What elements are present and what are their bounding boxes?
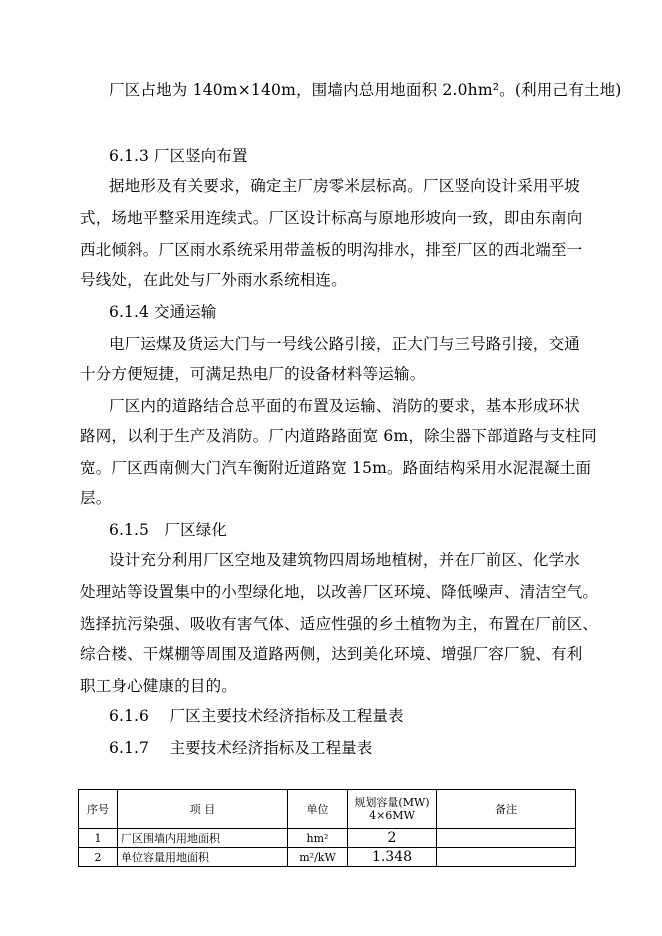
roads-line-3: 宽。厂区西南侧大门汽车衡附近道路宽 15m。路面结构采用水泥混凝土面 — [80, 459, 592, 477]
table-header-row — [79, 790, 576, 829]
row-note — [437, 829, 576, 848]
gates-line-2: 十分方便短捷，可满足热电厂的设备材料等运输。 — [80, 365, 426, 383]
roads-line-4: 层。 — [80, 489, 112, 507]
row-no: 2 — [79, 848, 118, 867]
land-use-text: 厂区占地为 140m×140m，围墙内总用地面积 2.0hm²。(利用己有土地) — [109, 81, 622, 99]
row-no: 1 — [79, 829, 118, 848]
heading-6-1-5: 6.1.5 厂区绿化 — [109, 521, 227, 539]
vertical-layout-line-2: 式，场地平整采用连续式。厂区设计标高与原地形坡向一致，即由东南向 — [80, 209, 583, 227]
vertical-layout-line-1: 据地形及有关要求，确定主厂房零米层标高。厂区竖向设计采用平坡 — [109, 177, 581, 195]
indicator-table — [78, 789, 576, 867]
row-item: 单位容量用地面积 — [118, 848, 288, 867]
table-row — [79, 829, 576, 848]
row-note — [437, 848, 576, 867]
header-no: 序号 — [79, 790, 118, 829]
header-unit: 单位 — [288, 790, 348, 829]
row-item: 厂区围墙内用地面积 — [118, 829, 288, 848]
gates-line-1: 电厂运煤及货运大门与一号线公路引接，正大门与三号路引接，交通 — [109, 335, 581, 353]
greening-line-2: 处理站等设置集中的小型绿化地，以改善厂区环境、降低噪声、清洁空气。 — [80, 583, 599, 601]
row-value: 2 — [348, 829, 437, 848]
header-capacity-line-2: 4×6MW — [369, 809, 415, 822]
heading-6-1-6: 6.1.6 厂区主要技术经济指标及工程量表 — [109, 707, 404, 725]
row-unit: m²/kW — [288, 848, 348, 867]
heading-6-1-4: 6.1.4 交通运输 — [109, 303, 217, 321]
row-value: 1.348 — [348, 848, 437, 867]
greening-line-5: 职工身心健康的目的。 — [80, 677, 238, 695]
row-unit: hm² — [288, 829, 348, 848]
greening-line-3: 选择抗污染强、吸收有害气体、适应性强的乡土植物为主，布置在厂前区、 — [80, 615, 599, 633]
table-row — [79, 848, 576, 867]
roads-line-1: 厂区内的道路结合总平面的布置及运输、消防的要求，基本形成环状 — [109, 397, 581, 415]
header-capacity-line-1: 规划容量(MW) — [354, 796, 430, 809]
heading-6-1-3: 6.1.3 厂区竖向布置 — [109, 147, 248, 165]
header-note: 备注 — [437, 790, 576, 829]
vertical-layout-line-3: 西北倾斜。厂区雨水系统采用带盖板的明沟排水，排至厂区的西北端至一 — [80, 241, 583, 259]
vertical-layout-line-4: 号线处，在此处与厂外雨水系统相连。 — [80, 271, 347, 289]
roads-line-2: 路网，以利于生产及消防。厂内道路路面宽 6m，除尘器下部道路与支柱同 — [80, 427, 597, 445]
heading-6-1-7: 6.1.7 主要技术经济指标及工程量表 — [109, 739, 373, 757]
greening-line-4: 综合楼、干煤棚等周围及道路两侧，达到美化环境、增强厂容厂貌、有利 — [80, 645, 583, 663]
header-capacity — [348, 790, 437, 829]
greening-line-1: 设计充分利用厂区空地及建筑物四周场地植树，并在厂前区、化学水 — [109, 551, 581, 569]
header-item: 项 目 — [118, 790, 288, 829]
